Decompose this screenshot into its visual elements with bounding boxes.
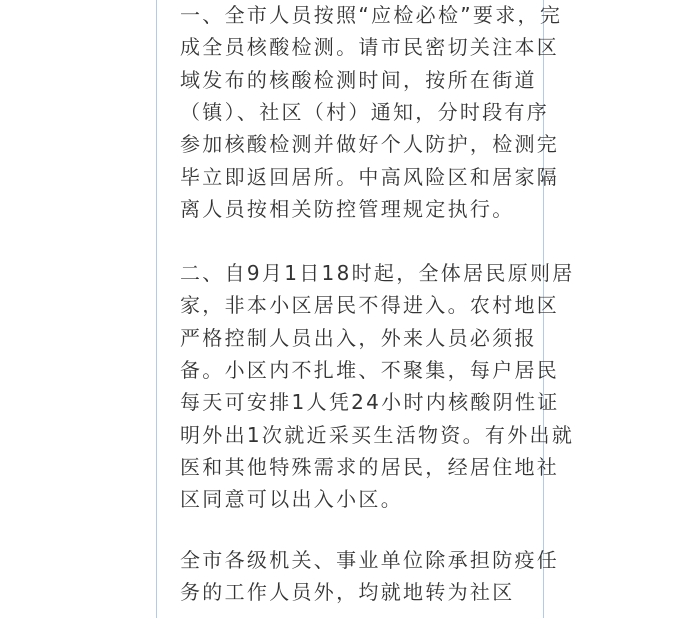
paragraph-2-line: 医和其他特殊需求的居民，经居住地社	[180, 454, 560, 479]
paragraph-1-line: 一、全市人员按照“应检必检”要求，完	[180, 3, 563, 27]
paragraph-1-line: 毕立即返回居所。中高风险区和居家隔	[180, 164, 560, 189]
paragraph-2-line: 二、自9月1日18时起，全体居民原则居	[180, 261, 575, 285]
paragraph-2-line: 区同意可以出入小区。	[180, 487, 403, 512]
paragraph-1-line: 参加核酸检测并做好个人防护，检测完	[180, 132, 560, 157]
paragraph-1-line: （镇）、社区（村）通知，分时段有序	[180, 99, 550, 124]
paragraph-1-line: 成全员核酸检测。请市民密切关注本区	[180, 35, 560, 60]
paragraph-2-line: 每天可安排1人凭24小时内核酸阴性证	[180, 390, 560, 415]
paragraph-1-line: 域发布的核酸检测时间，按所在街道	[180, 67, 537, 92]
paragraph-2-line: 明外出1次就近采买生活物资。有外出就	[180, 422, 575, 447]
paragraph-2-line: 备。小区内不扎堆、不聚集，每户居民	[180, 357, 560, 382]
paragraph-1-line: 离人员按相关防控管理规定执行。	[180, 196, 515, 221]
paragraph-2-line: 家，非本小区居民不得进入。农村地区	[180, 293, 560, 318]
paragraph-2-line: 严格控制人员出入，外来人员必须报	[180, 325, 537, 350]
paragraph-3-line: 全市各级机关、事业单位除承担防疫任	[180, 548, 560, 572]
paragraph-3-line: 务的工作人员外，均就地转为社区	[180, 580, 515, 605]
